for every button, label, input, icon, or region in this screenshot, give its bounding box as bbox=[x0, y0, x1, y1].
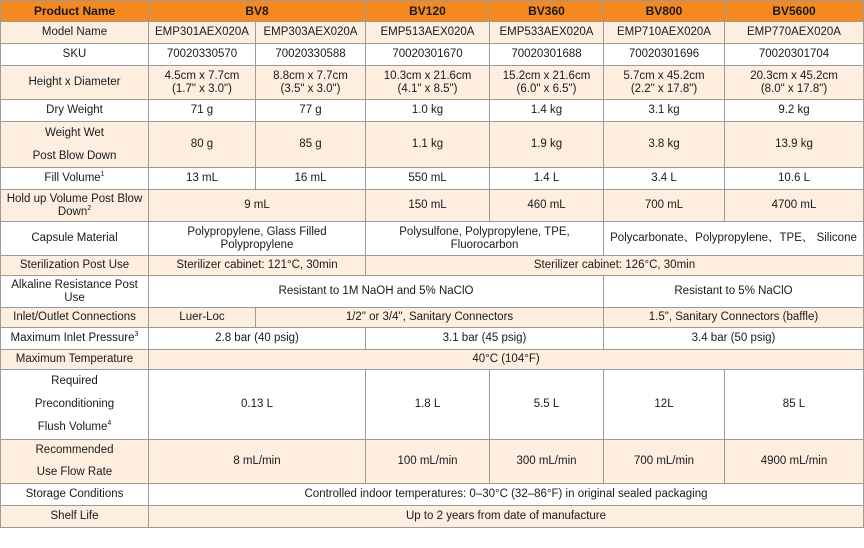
footnote-mark: 2 bbox=[87, 204, 92, 212]
row-model-name bbox=[1, 22, 864, 44]
row-dry-weight bbox=[1, 100, 864, 122]
cell: 8 mL/min bbox=[149, 440, 366, 484]
row-label bbox=[1, 122, 149, 168]
cell: 1.9 kg bbox=[490, 122, 604, 168]
cell: 3.1 kg bbox=[604, 100, 725, 122]
cell: 4700 mL bbox=[725, 190, 864, 222]
cell: Resistant to 5% NaClO bbox=[604, 276, 864, 308]
cell: 5.5 L bbox=[490, 370, 604, 440]
row-label-line: Alkaline Resistance Post bbox=[11, 278, 138, 291]
row-label: Shelf Life bbox=[1, 506, 149, 528]
row-label: Model Name bbox=[1, 22, 149, 44]
cell: 13 mL bbox=[149, 168, 256, 190]
cell: 85 L bbox=[725, 370, 864, 440]
cell: 9.2 kg bbox=[725, 100, 864, 122]
row-label bbox=[1, 190, 149, 222]
cell: Sterilizer cabinet: 126°C, 30min bbox=[366, 256, 864, 276]
row-sku bbox=[1, 44, 864, 66]
header-bv800: BV800 bbox=[604, 1, 725, 22]
row-label bbox=[1, 370, 149, 440]
cell-line: Polypropylene bbox=[220, 238, 294, 251]
header-bv8: BV8 bbox=[149, 1, 366, 22]
cell-line: Polysulfone, Polypropylene, TPE, bbox=[399, 225, 570, 238]
cell-line: 20.3cm x 45.2cm bbox=[750, 69, 838, 82]
row-height-diameter bbox=[1, 66, 864, 100]
cell: 3.4 bar (50 psig) bbox=[604, 328, 864, 350]
cell: 1.0 kg bbox=[366, 100, 490, 122]
cell: 12L bbox=[604, 370, 725, 440]
cell: EMP770AEX020A bbox=[725, 22, 864, 44]
cell: 3.1 bar (45 psig) bbox=[366, 328, 604, 350]
cell-line: Polypropylene, Glass Filled bbox=[187, 225, 327, 238]
cell-line: (8.0" x 17.8") bbox=[760, 82, 828, 95]
cell: Sterilizer cabinet: 121°C, 30min bbox=[149, 256, 366, 276]
cell: 1.1 kg bbox=[366, 122, 490, 168]
header-bv5600: BV5600 bbox=[725, 1, 864, 22]
cell bbox=[725, 66, 864, 100]
cell: 80 g bbox=[149, 122, 256, 168]
cell-line: 8.8cm x 7.7cm bbox=[273, 69, 348, 82]
cell: 70020301688 bbox=[490, 44, 604, 66]
row-sterilization bbox=[1, 256, 864, 276]
row-label-line: Flush Volume bbox=[37, 421, 108, 433]
cell: 1.4 L bbox=[490, 168, 604, 190]
cell: 700 mL bbox=[604, 190, 725, 222]
cell-line: (1.7" x 3.0") bbox=[172, 82, 232, 95]
row-label bbox=[1, 276, 149, 308]
row-weight-wet bbox=[1, 122, 864, 168]
cell bbox=[366, 66, 490, 100]
row-label-line: Post Blow Down bbox=[32, 149, 117, 162]
row-label: Capsule Material bbox=[1, 222, 149, 256]
cell: EMP513AEX020A bbox=[366, 22, 490, 44]
cell-line: 10.3cm x 21.6cm bbox=[383, 69, 472, 82]
row-label: Dry Weight bbox=[1, 100, 149, 122]
row-label-line: Recommended bbox=[35, 444, 114, 456]
cell: 77 g bbox=[256, 100, 366, 122]
cell: 0.13 L bbox=[149, 370, 366, 440]
cell: Luer-Loc bbox=[149, 308, 256, 328]
row-label: Maximum Temperature bbox=[1, 350, 149, 370]
row-label-line: Preconditioning bbox=[34, 398, 115, 410]
cell-line: (2.2" x 17.8") bbox=[630, 82, 698, 95]
cell: 9 mL bbox=[149, 190, 366, 222]
cell: 100 mL/min bbox=[366, 440, 490, 484]
cell: 4900 mL/min bbox=[725, 440, 864, 484]
cell: 70020301696 bbox=[604, 44, 725, 66]
header-product-name: Product Name bbox=[1, 1, 149, 22]
row-label bbox=[1, 168, 149, 190]
row-max-pressure bbox=[1, 328, 864, 350]
row-max-temperature bbox=[1, 350, 864, 370]
cell: 700 mL/min bbox=[604, 440, 725, 484]
cell bbox=[149, 222, 366, 256]
cell: 1.8 L bbox=[366, 370, 490, 440]
footnote-mark: 1 bbox=[100, 171, 105, 179]
row-label-text: Fill Volume bbox=[44, 172, 101, 184]
cell: Resistant to 1M NaOH and 5% NaClO bbox=[149, 276, 604, 308]
cell-line: (6.0" x 6.5") bbox=[516, 82, 577, 95]
cell: 40°C (104°F) bbox=[149, 350, 864, 370]
cell: 70020301670 bbox=[366, 44, 490, 66]
cell: 3.4 L bbox=[604, 168, 725, 190]
cell: 3.8 kg bbox=[604, 122, 725, 168]
cell: 71 g bbox=[149, 100, 256, 122]
cell: 2.8 bar (40 psig) bbox=[149, 328, 366, 350]
row-label: SKU bbox=[1, 44, 149, 66]
header-bv360: BV360 bbox=[490, 1, 604, 22]
cell-line: (3.5" x 3.0") bbox=[280, 82, 341, 95]
row-flush-volume bbox=[1, 370, 864, 440]
cell: EMP301AEX020A bbox=[149, 22, 256, 44]
cell-line: (4.1" x 8.5") bbox=[397, 82, 458, 95]
cell: EMP710AEX020A bbox=[604, 22, 725, 44]
row-fill-volume bbox=[1, 168, 864, 190]
cell: 10.6 L bbox=[725, 168, 864, 190]
row-holdup-volume bbox=[1, 190, 864, 222]
cell: 1/2" or 3/4", Sanitary Connectors bbox=[256, 308, 604, 328]
footnote-mark: 4 bbox=[107, 420, 112, 428]
row-flow-rate bbox=[1, 440, 864, 484]
cell: 1.4 kg bbox=[490, 100, 604, 122]
cell bbox=[604, 66, 725, 100]
cell: 70020301704 bbox=[725, 44, 864, 66]
row-connections bbox=[1, 308, 864, 328]
cell: 70020330588 bbox=[256, 44, 366, 66]
row-label: Storage Conditions bbox=[1, 484, 149, 506]
cell: 13.9 kg bbox=[725, 122, 864, 168]
cell: Up to 2 years from date of manufacture bbox=[149, 506, 864, 528]
row-label bbox=[1, 328, 149, 350]
row-label bbox=[1, 440, 149, 484]
row-label: Height x Diameter bbox=[1, 66, 149, 100]
row-label-line: Use bbox=[64, 291, 85, 304]
row-label-text: Maximum Inlet Pressure bbox=[10, 332, 135, 344]
footnote-mark: 3 bbox=[134, 331, 139, 339]
cell: 300 mL/min bbox=[490, 440, 604, 484]
row-storage-conditions bbox=[1, 484, 864, 506]
cell: 150 mL bbox=[366, 190, 490, 222]
row-shelf-life bbox=[1, 506, 864, 528]
cell: 1.5", Sanitary Connectors (baffle) bbox=[604, 308, 864, 328]
cell bbox=[149, 66, 256, 100]
cell-line: Fluorocarbon bbox=[450, 238, 519, 251]
cell: Polycarbonate、Polypropylene、TPE、 Silicone bbox=[604, 222, 864, 256]
row-label: Inlet/Outlet Connections bbox=[1, 308, 149, 328]
cell-line: 5.7cm x 45.2cm bbox=[623, 69, 705, 82]
cell: EMP533AEX020A bbox=[490, 22, 604, 44]
row-label: Sterilization Post Use bbox=[1, 256, 149, 276]
cell: 16 mL bbox=[256, 168, 366, 190]
cell: 85 g bbox=[256, 122, 366, 168]
header-row bbox=[1, 1, 864, 22]
cell: 460 mL bbox=[490, 190, 604, 222]
cell: Controlled indoor temperatures: 0–30°C (32–86°F) in original sealed packaging bbox=[149, 484, 864, 506]
cell bbox=[256, 66, 366, 100]
header-bv120: BV120 bbox=[366, 1, 490, 22]
cell: 550 mL bbox=[366, 168, 490, 190]
row-label-line: Required bbox=[51, 375, 98, 387]
cell: 70020330570 bbox=[149, 44, 256, 66]
row-label-line: Down bbox=[57, 205, 88, 218]
row-label-line: Use Flow Rate bbox=[36, 466, 113, 478]
cell-line: 15.2cm x 21.6cm bbox=[502, 69, 591, 82]
row-alkaline-resistance bbox=[1, 276, 864, 308]
row-label-line: Weight Wet bbox=[44, 126, 105, 139]
row-capsule-material bbox=[1, 222, 864, 256]
cell-line: 4.5cm x 7.7cm bbox=[164, 69, 240, 82]
cell bbox=[366, 222, 604, 256]
row-label-line: Hold up Volume Post Blow bbox=[6, 192, 143, 205]
cell: EMP303AEX020A bbox=[256, 22, 366, 44]
cell bbox=[490, 66, 604, 100]
